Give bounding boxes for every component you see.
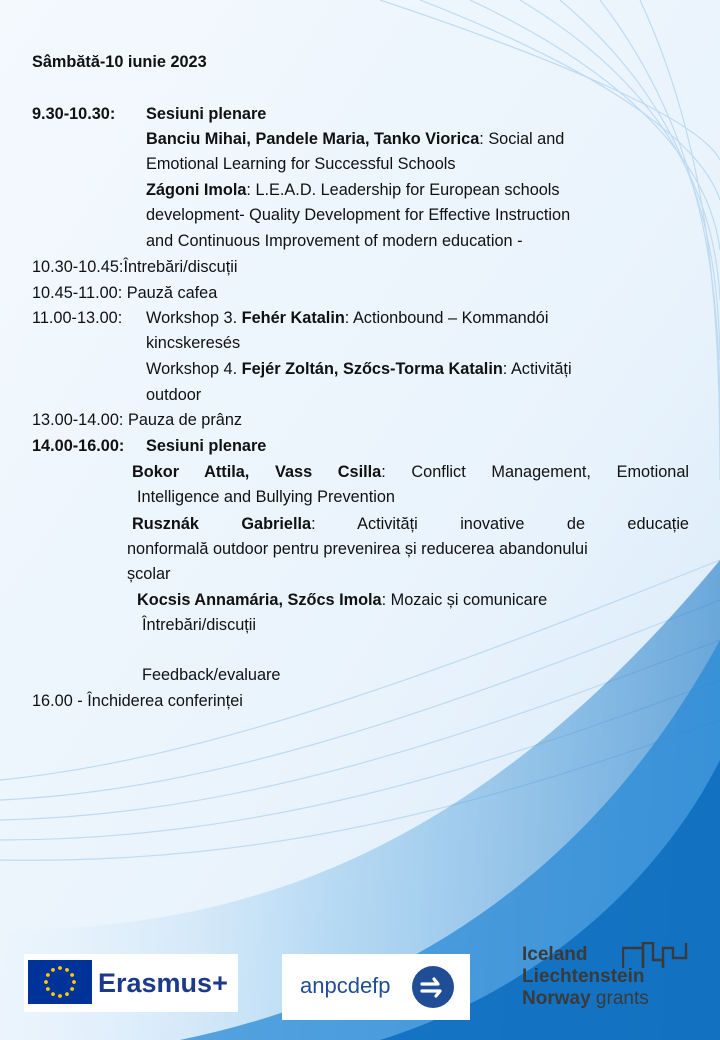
schedule-row-coffee: 10.45-11.00: Pauză cafea — [32, 284, 218, 302]
schedule-row-lunch: 13.00-14.00: Pauza de prânz — [32, 411, 243, 429]
eu-star-icon — [70, 973, 74, 977]
session2-presentation2-cont2: școlar — [127, 565, 171, 583]
session1-title: Sesiuni plenare — [146, 105, 267, 123]
anpcdefp-symbol-icon — [410, 964, 456, 1010]
closing-row: 16.00 - Închiderea conferinței — [32, 692, 243, 710]
workshop3: Workshop 3. Fehér Katalin: Actionbound – Kommandói — [146, 309, 549, 327]
session2-presentation2-cont1: nonformală outdoor pentru prevenirea și reducerea abandonului — [127, 540, 588, 558]
session2-presentation3: Kocsis Annamária, Szőcs Imola: Mozaic și comunicare — [137, 591, 548, 609]
schedule-row-workshops-time: 11.00-13.00: — [32, 309, 123, 327]
grants-line-liechtenstein: Liechtenstein — [522, 966, 645, 987]
session1-presentation2-cont1: development- Quality Development for Effective Instruction — [146, 206, 571, 224]
eu-star-icon — [72, 980, 76, 984]
session2-presentation2: Rusznák Gabriella: Activități inovative de educație — [132, 515, 689, 533]
erasmus-plus-wordmark: Erasmus+ — [98, 968, 228, 998]
eu-flag-icon — [28, 960, 92, 1004]
grants-line-iceland: Iceland — [522, 944, 588, 965]
eu-star-icon — [58, 994, 62, 998]
session1-presentation1-cont: Emotional Learning for Successful Schools — [146, 155, 456, 173]
workshop4-cont: outdoor — [146, 386, 202, 404]
eu-star-icon — [46, 973, 50, 977]
session2-time: 14.00-16.00: — [32, 437, 125, 455]
session2-title: Sesiuni plenare — [146, 437, 267, 455]
eu-star-icon — [51, 968, 55, 972]
date-heading: Sâmbătă-10 iunie 2023 — [32, 53, 207, 71]
eu-star-icon — [70, 987, 74, 991]
anpcdefp-wordmark: anpcdefp — [300, 973, 391, 998]
eu-star-icon — [51, 992, 55, 996]
workshop4: Workshop 4. Fejér Zoltán, Szőcs-Torma Katalin: Activități — [146, 360, 572, 378]
session1-time: 9.30-10.30: — [32, 105, 116, 123]
eu-star-icon — [58, 966, 62, 970]
workshop3-cont: kincskeresés — [146, 334, 241, 352]
session1-presentation2-cont2: and Continuous Improvement of modern education - — [146, 232, 523, 250]
eu-star-icon — [65, 992, 69, 996]
schedule-row-qa: 10.30-10.45:Întrebări/discuții — [32, 258, 238, 276]
session2-presentation1-cont: Intelligence and Bullying Prevention — [137, 488, 395, 506]
session2-presentation1: Bokor Attila, Vass Csilla: Conflict Management, Emotional — [132, 463, 690, 481]
eu-star-icon — [44, 980, 48, 984]
session1-presentation1: Banciu Mihai, Pandele Maria, Tanko Viorica: Social and — [146, 130, 565, 148]
eu-star-icon — [65, 968, 69, 972]
erasmus-plus-logo — [24, 954, 238, 1012]
eu-star-icon — [46, 987, 50, 991]
session2-feedback: Feedback/evaluare — [142, 666, 281, 684]
anpcdefp-logo — [282, 954, 470, 1020]
grants-line-norway: Norway grants — [522, 988, 649, 1009]
eea-norway-grants-logo — [520, 936, 700, 1016]
session1-presentation2: Zágoni Imola: L.E.A.D. Leadership for European schools — [146, 181, 560, 199]
session2-qa: Întrebări/discuții — [142, 616, 257, 634]
